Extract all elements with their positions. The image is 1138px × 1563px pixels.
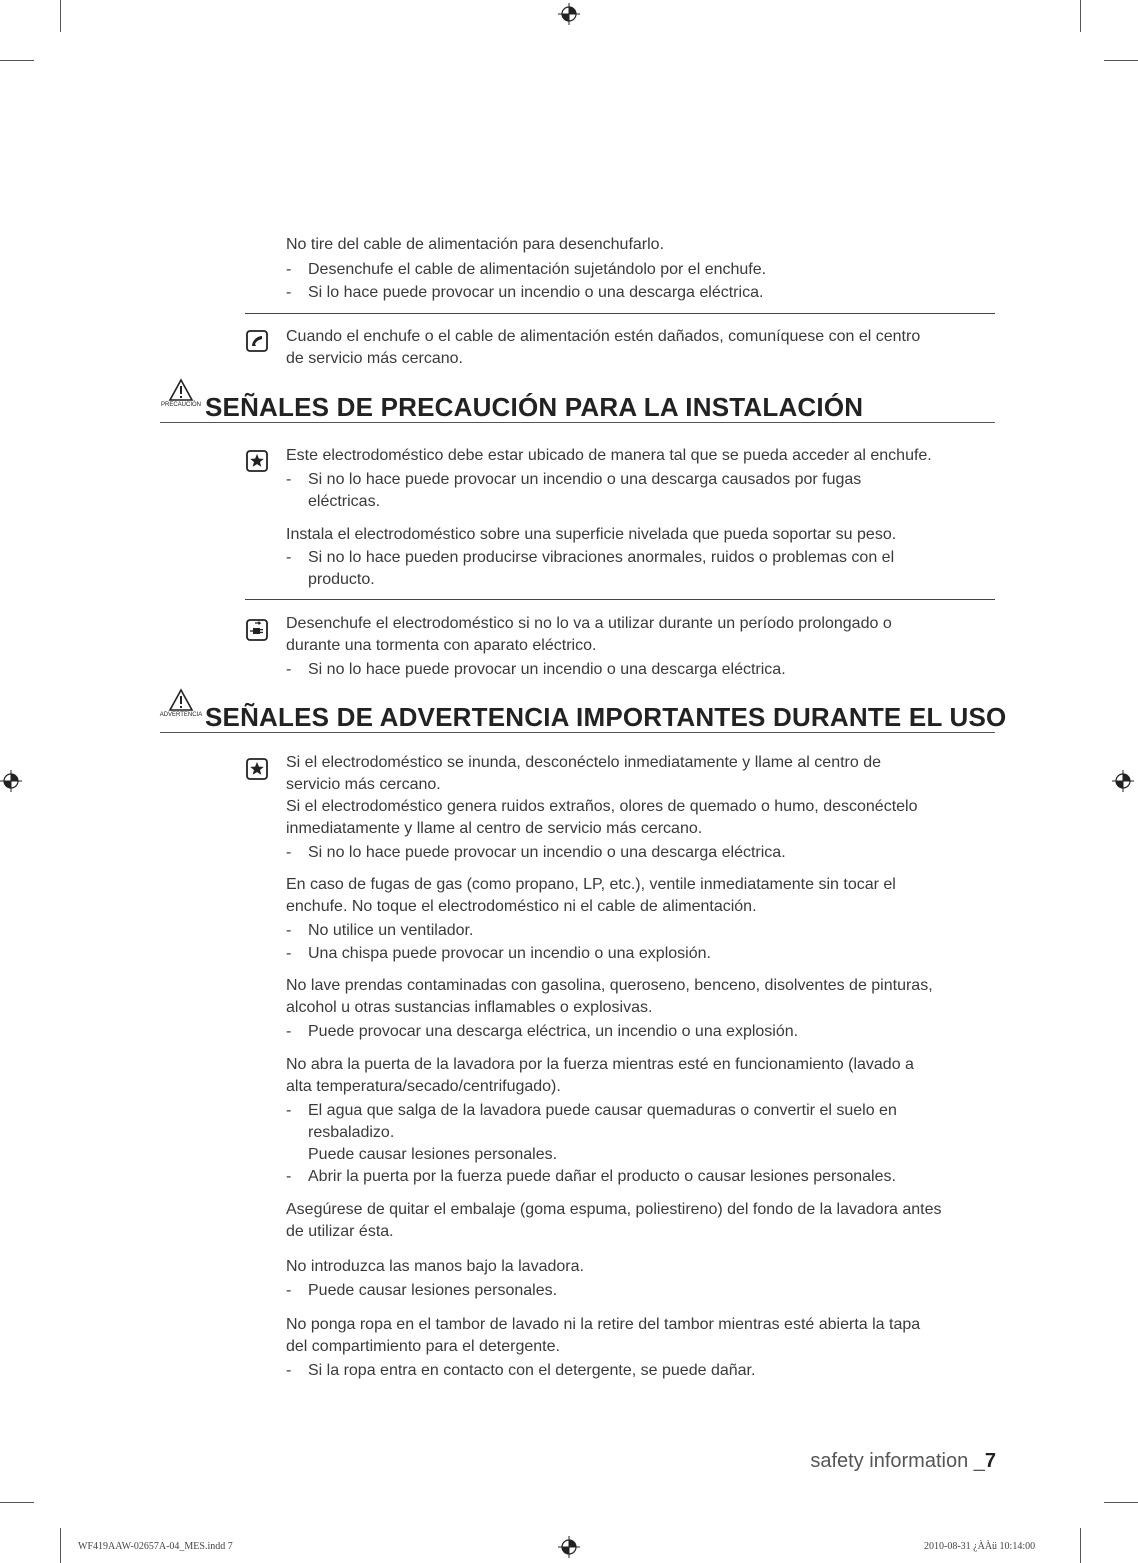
body-text: Si el electrodoméstico se inunda, desconéctelo inmediatamente y llame al centro de (286, 754, 881, 771)
bullet-text: Si no lo hace puede provocar un incendio o una descarga eléctrica. (308, 661, 786, 678)
bullet-text: Si la ropa entra en contacto con el detergente, se puede dañar. (308, 1362, 756, 1379)
bullet-continuation: Puede causar lesiones personales. (308, 1146, 558, 1163)
bullet-dash: - (286, 661, 292, 678)
intro-text: No tire del cable de alimentación para desenchufarlo. (286, 236, 665, 253)
page-footer (810, 1450, 996, 1473)
bullet-item (286, 547, 894, 569)
body-text: No ponga ropa en el tambor de lavado ni la retire del tambor mientras esté abierta la tapa (286, 1316, 921, 1333)
bullet-item (286, 1021, 798, 1043)
bullet-item (286, 1360, 755, 1382)
crop-mark (1104, 60, 1138, 61)
bullet-continuation: eléctricas. (308, 493, 381, 510)
body-text: En caso de fugas de gas (como propano, LP, etc.), ventile inmediatamente sin tocar el (286, 876, 896, 893)
page-number: 7 (984, 1450, 996, 1472)
body-text: Si el electrodoméstico genera ruidos extraños, olores de quemado o humo, desconéctelo (286, 798, 918, 815)
section-title: SEÑALES DE PRECAUCIÓN PARA LA INSTALACIÓN (205, 392, 864, 422)
crop-mark (0, 1502, 34, 1503)
body-text: enchufe. No toque el electrodoméstico ni el cable de alimentación. (286, 898, 757, 915)
body-text: inmediatamente y llame al centro de servicio más cercano. (286, 820, 703, 837)
bullet-item (286, 1280, 557, 1302)
caution-caption: PRECAUCIÓN (160, 402, 201, 408)
bullet-dash: - (286, 1362, 292, 1379)
crop-mark (1104, 1502, 1138, 1503)
body-text: No introduzca las manos bajo la lavadora. (286, 1258, 584, 1275)
warning-label (158, 688, 204, 719)
warning-triangle-icon (168, 688, 194, 712)
registration-mark-icon (0, 770, 22, 792)
body-text: No lave prendas contaminadas con gasolina, queroseno, benceno, disolventes de pinturas, (286, 977, 933, 994)
footer-section-label: safety information _ (810, 1450, 985, 1472)
section-title: SEÑALES DE ADVERTENCIA IMPORTANTES DURANTE EL USO (205, 702, 1007, 732)
bullet-item (286, 659, 786, 681)
bullet-text: Si no lo hace pueden producirse vibraciones anormales, ruidos o problemas con el (308, 549, 895, 566)
registration-mark-icon (1112, 770, 1134, 792)
body-text: alcohol u otras sustancias inflamables o explosivas. (286, 999, 653, 1016)
bullet-text: Una chispa puede provocar un incendio o una explosión. (308, 945, 711, 962)
unplug-icon (246, 619, 268, 641)
bullet-continuation: producto. (308, 571, 375, 588)
crop-mark (60, 1528, 61, 1563)
body-text: servicio más cercano. (286, 776, 441, 793)
bullet-dash: - (286, 549, 292, 566)
star-box-icon (246, 450, 268, 472)
bullet-item (286, 943, 711, 965)
crop-mark (1080, 1528, 1081, 1563)
body-text: durante una tormenta con aparato eléctrico. (286, 637, 597, 654)
body-text: Este electrodoméstico debe estar ubicado de manera tal que se pueda acceder al enchufe. (286, 447, 932, 464)
bullet-dash: - (286, 1282, 292, 1299)
bullet-dash: - (286, 844, 292, 861)
bullet-item (286, 842, 786, 864)
crop-mark (0, 60, 34, 61)
bullet-text: Si lo hace puede provocar un incendio o una descarga eléctrica. (308, 284, 764, 301)
divider (245, 599, 995, 600)
bullet-dash: - (286, 261, 292, 278)
bullet-dash: - (286, 471, 292, 488)
bullet-item (286, 259, 766, 281)
body-text: alta temperatura/secado/centrifugado). (286, 1078, 561, 1095)
body-text: del compartimiento para el detergente. (286, 1338, 560, 1355)
crop-mark (1080, 0, 1081, 32)
bullet-continuation: resbaladizo. (308, 1124, 395, 1141)
note-text: de servicio más cercano. (286, 350, 463, 367)
bullet-text: Abrir la puerta por la fuerza puede dañar el producto o causar lesiones personales. (308, 1168, 896, 1185)
bullet-dash: - (286, 1102, 292, 1119)
crop-mark (60, 0, 61, 32)
body-text: Desenchufe el electrodoméstico si no lo va a utilizar durante un período prolongado o (286, 615, 892, 632)
bullet-item (286, 1166, 896, 1188)
bullet-item (286, 920, 473, 942)
bullet-text: Si no lo hace puede provocar un incendio o una descarga causados por fugas (308, 471, 862, 488)
body-text: Asegúrese de quitar el embalaje (goma espuma, poliestireno) del fondo de la lavadora antes (286, 1201, 942, 1218)
note-text: Cuando el enchufe o el cable de alimentación estén dañados, comuníquese con el centro (286, 328, 921, 345)
body-text: Instala el electrodoméstico sobre una superficie nivelada que pueda soportar su peso. (286, 526, 897, 543)
bullet-text: No utilice un ventilador. (308, 922, 474, 939)
registration-mark-icon (558, 1536, 580, 1558)
body-text: de utilizar ésta. (286, 1223, 394, 1240)
warning-triangle-icon (168, 378, 194, 402)
divider (245, 313, 995, 314)
bullet-text: El agua que salga de la lavadora puede causar quemaduras o convertir el suelo en (308, 1102, 897, 1119)
print-timestamp: 2010-08-31 ¿ÀÀü 10:14:00 (924, 1541, 1036, 1552)
registration-mark-icon (558, 3, 580, 25)
file-slug: WF419AAW-02657A-04_MES.indd 7 (78, 1541, 233, 1552)
service-phone-icon (246, 330, 268, 352)
warning-caption: ADVERTENCIA (159, 712, 203, 718)
bullet-dash: - (286, 922, 292, 939)
heading-underline (160, 422, 995, 423)
caution-label (158, 378, 204, 409)
bullet-item (286, 469, 861, 491)
star-box-icon (246, 758, 268, 780)
bullet-text: Si no lo hace puede provocar un incendio o una descarga eléctrica. (308, 844, 786, 861)
bullet-dash: - (286, 1168, 292, 1185)
bullet-text: Puede causar lesiones personales. (308, 1282, 558, 1299)
bullet-dash: - (286, 945, 292, 962)
bullet-dash: - (286, 1023, 292, 1040)
heading-underline (160, 732, 995, 733)
body-text: No abra la puerta de la lavadora por la fuerza mientras esté en funcionamiento (lavado a (286, 1056, 914, 1073)
bullet-item (286, 1100, 897, 1122)
bullet-text: Desenchufe el cable de alimentación sujetándolo por el enchufe. (308, 261, 767, 278)
bullet-item (286, 282, 763, 304)
bullet-dash: - (286, 284, 292, 301)
bullet-text: Puede provocar una descarga eléctrica, un incendio o una explosión. (308, 1023, 799, 1040)
